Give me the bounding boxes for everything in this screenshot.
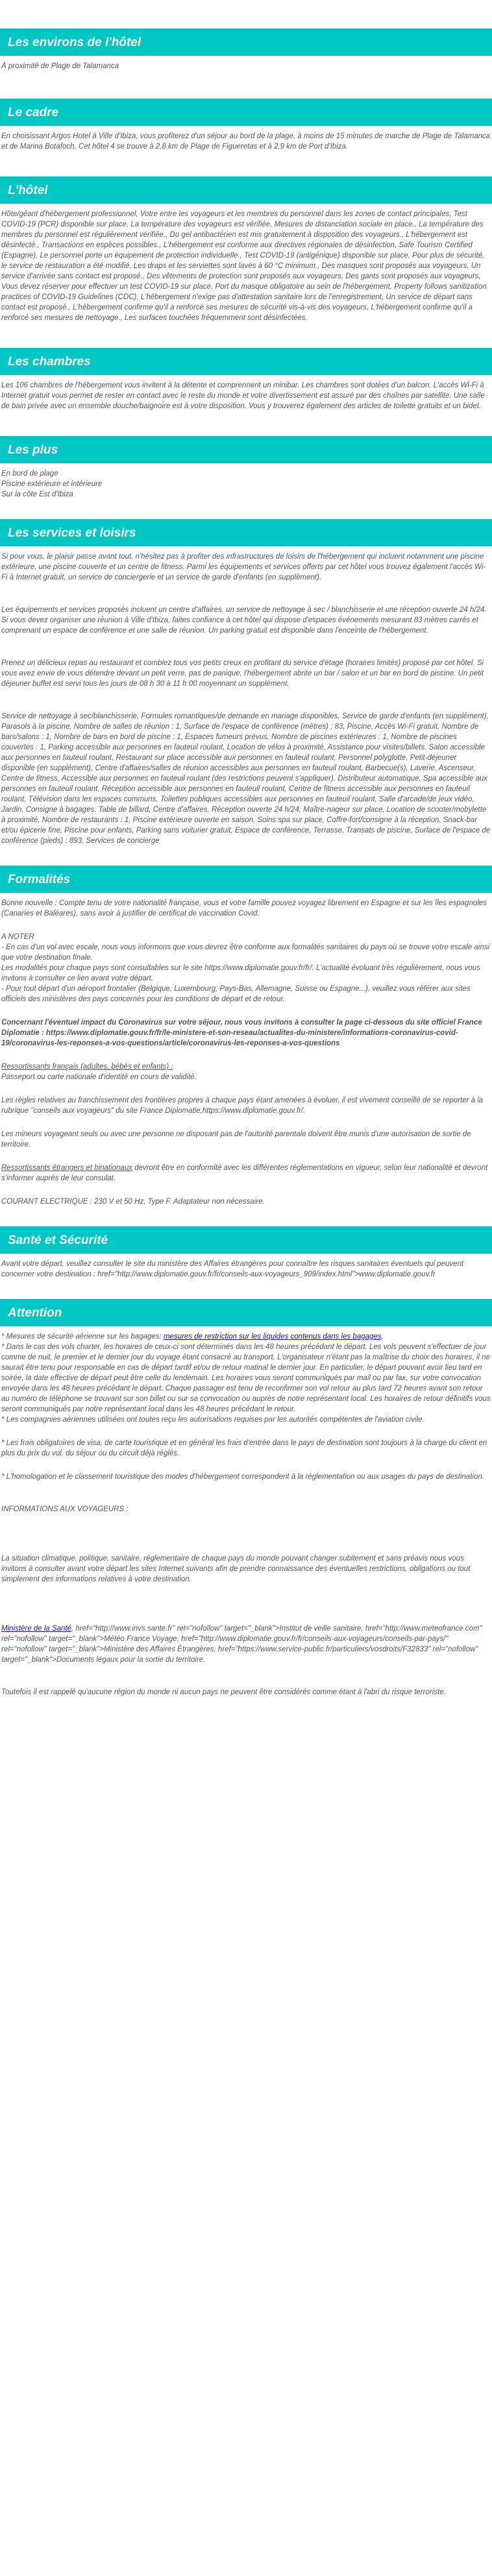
section-title-chambres: Les chambres (0, 348, 492, 375)
services-p3: Prenez un délicieux repas au restaurant et comblez tous vos petits creux en profitant du service d'étage (horaires limités) proposé par cet hôtel. Si vous avez envie de vous détendre devant un petit verre, pas de panique, l'hébergement abrite un bar / salon et un bar en bord de piscine. Un petit déjeuner buffet est servi tous les jours de 08 h 30 à 11 h 00 moyennant un supplément. (1, 659, 484, 688)
section-title-hotel: L'hôtel (0, 176, 492, 204)
services-p2: Les équipements et services proposés incluent un centre d'affaires, un service de nettoyage à sec / blanchisserie et une réception ouverte 24 h/24. Si vous devez organiser une réunion à Ville d'Ibiza, faites confiance à cet hôtel qui dispose d'espaces événements mesurant 83 mètres carrés et comprenant un espace de conférence et une salle de réunion. Un parking gratuit est disponible dans l'enceinte de l'hébergement. (1, 606, 487, 635)
environs-text: À proximité de Plage de Talamanca (1, 62, 119, 70)
attention-p5: * L'homologation et le classement touristique des modes d'hébergement correspondent à la réglementation ou aux usages du pays de destination. (1, 1473, 485, 1481)
note-line: Les modalités pour chaque pays sont consultables sur le site https://www.diplomatie.gouv.fr/fr/. L'actualité évoluant très régulièrement, nous vous invitons à consulter ce lien avant votre départ. (1, 964, 480, 982)
current-text: COURANT ELECTRIQUE : 230 V et 50 Hz, Type F. Adaptateur non nécessaire. (1, 1198, 265, 1206)
liquids-restriction-link[interactable]: mesures de restriction sur les liquides contenus dans les bagages (163, 1333, 382, 1341)
section-title-formalites: Formalités (0, 866, 492, 893)
formalites-text (1, 893, 491, 1212)
attention-p3: * Les compagnies aériennes utilisées ont toutes reçu les autorisations requises par les autorités compétentes de l'aviation civile. (1, 1416, 424, 1424)
rules-text: Les règles relatives au franchissement des frontières propres à chaque pays étant amenées à évoluer, il est vivement conseillé de se reporter à la rubrique "conseils aux voyageurs" du site France Diplomatie,https://www.diplomatie.gouv.fr/. (1, 1097, 484, 1115)
section-title-sante: Santé et Sécurité (0, 1226, 492, 1254)
formalites-p1: Bonne nouvelle : Compte tenu de votre nationalité française, vous et votre famille pouvez voyagez librement en Espagne et sur les îles espagnoles (Canaries et Baléares), sans avoir à justifier de certificat de vaccination Covid. (1, 899, 487, 917)
covid-notice: Concernant l'éventuel impact du Coronavirus sur votre séjour, nous vous invitons à consulter la page ci-dessous du site officiel France Diplomatie : https://www.diplomatie.gouv.fr/fr/le-ministere-et-son-reseau/actualites-du-ministere/informations-coronavirus-covid-19/coronavirus-les-reponses-a-vos-questions/article/coronavirus-les-reponses-a-vos-questions (1, 1019, 482, 1047)
section-title-attention: Attention (0, 1299, 492, 1326)
services-p4: Service de nettoyage à sec/blanchisserie, Formules romantiques/de demande en mariage disponibles, Service de garde d'enfants (en supplément), Parasols à la piscine, Nombre de salles de réunion : 1, Surface de l'espace de conférence (mètres) : 83, Piscine, Accès Wi-Fi gratuit, Nombre de bars/salons : 1, Nombre de bars en bord de piscine : 1, Espaces fumeurs prévus, Nombre de piscines extérieures : 1, Nombre de piscines couvertes : 1, Parking accessible aux personnes en fauteuil roulant, Location de vélos à proximité, Assistance pour visites/billets, Salon accessible aux personnes en fauteuil roulant, Restaurant sur place accessible aux personnes en fauteuil roulant, Personnel polyglotte, Petit-déjeuner disponible (en supplément), Centre d'affaires/salles de réunion accessibles aux personnes en fauteuil roulant, Barbecue(s), Laverie, Ascenseur, Centre de fitness, Accessible aux personnes en fauteuil roulant (des restrictions peuvent s'appliquer), Distributeur automatique, Spa accessible aux personnes en fauteuil roulant, Réception accessible aux personnes en fauteuil roulant, Centre de fitness accessible aux personnes en fauteuil roulant, Télévision dans les espaces communs, Toilettes publiques accessibles aux personnes en fauteuil roulant, Salle d'arcade/de jeux vidéo, Jardin, Consigne à bagages, Table de billard, Centre d'affaires, Réception ouverte 24 h/24, Maître-nageur sur place, Location de scooter/mobylette à proximité, Nombre de restaurants : 1, Piscine extérieure ouverte en saison, Soins spa sur place, Coffre-fort/consigne à la réception, Snack-bar et/ou épicerie fine, Piscine pour enfants, Parking sans voiturier gratuit, Espace de conférence, Terrasse, Transats de piscine, Surface de l'espace de conférence (pieds) : 893, Services de concierge (1, 712, 491, 845)
section-title-cadre: Le cadre (0, 99, 492, 126)
plus-list (1, 463, 491, 505)
attention-p2: * Dans le cas des vols charter, les horaires de ceux-ci sont déterminés dans les 48 heures précédant le départ. Les vols peuvent s'effectuer de jour comme de nuit, le premier et le dernier jour du voyage étant consacré au transport. L'organisateur n'étant pas la maîtrise du choix des horaires, il ne saurait être tenu pour responsable en cas de départ tardif et/ou de retour matinal le dernier jour. En particulier, le départ pouvant avoir lieu tard en soirée, la date effective de départ peut être celle du lendemain. Les horaires vous seront communiqués par mail ou par fax, sur votre convocation envoyée dans les 48 heures précédant le départ. Chaque passager est tenu de reconfirmer son vol retour au plus tard 72 heures avant son retour au numéro de téléphone se trouvant sur son billet ou sur sa convocation ou auprès de notre représentant local. Les horaires de retour définitifs vous seront communiqués par notre représentant local dans les 48 heures précédant le retour. (1, 1343, 491, 1413)
services-text (1, 546, 491, 851)
attention-p8: Ministère de la Santé, href="http://www.invs.sante.fr" rel="nofollow" target="_blank">Institut de veille sanitaire, href="http://www.meteofrance.com" rel="nofollow" target="_blank">Météo France Voyage, href="http://www.diplomatie.gouv.fr/fr/conseils-aux-voyageurs/conseils-par-pays/" rel="nofollow" target="_blank">Ministère des Affaires Étrangères, href="https://www.service-public.fr/particuliers/vosdroits/F32833" rel="nofollow" target="_blank">Documents légaux pour la sortie du territoire. (1, 1625, 482, 1664)
cadre-text: En choisissant Argos Hotel à Ville d'Ibiza, vous profiterez d'un séjour au bord de la plage, à moins de 15 minutes de marche de Plage de Talamanca et de Marina Botafoch. Cet hôtel 4 se trouve à 2,8 km de Plage de Figueretas et à 2,9 km de Port d'Ibiza. (1, 132, 491, 151)
fr-heading: Ressortissants français (adultes, bébés et enfants) : (1, 1063, 173, 1071)
note-line: - En cas d'un vol avec escale, nous vous informons que vous devrez être conforme aux formalités sanitaires du pays où se trouve votre escale ainsi que votre destination finale. (1, 943, 489, 962)
attention-p9: Toutefois il est rappelé qu'aucune région du monde ni aucun pays ne peuvent être considérés comme étant à l'abri du risque terroriste. (1, 1688, 446, 1696)
services-p1: Si pour vous, le plaisir passe avant tout, n'hésitez pas à profiter des infrastructures de loisirs de l'hébergement qui incluent notamment une piscine extérieure, une piscine couverte et un centre de fitness. Parmi les équipements et services offerts par cet hôtel vous trouvez également l'accès Wi-Fi à Internet gratuit, un service de conciergerie et un service de garde d'enfants (en supplément). (1, 553, 486, 581)
section-title-environs: Les environs de l'hôtel (0, 29, 492, 56)
attention-text (1, 1326, 491, 1703)
attention-p4: * Les frais obligatoires de visa, de carte touristique et en général les frais d'entrée dans le pays de destination sont toujours à la charge du client en plus du prix du vol, du séjour ou du circuit déjà réglés. (1, 1439, 487, 1457)
fr-text: Passeport ou carte nationale d'identité en cours de validité. (1, 1073, 197, 1081)
foreign-text: Ressortissants étrangers et binationaux devront être en conformité avec les différentes réglementations en vigueur, selon leur nationalité et devront s'informer auprès de leur consulat. (1, 1164, 488, 1182)
foreign-heading: Ressortissants étrangers et binationaux (1, 1164, 132, 1172)
attention-p1: * Mesures de sécurité aérienne sur les bagages: mesures de restriction sur les liquides contenus dans les bagages. (1, 1333, 384, 1341)
plus-item: Sur la côte Est d'Ibiza (1, 491, 73, 498)
note-line: - Pour tout départ d'un aéroport frontalier (Belgique, Luxembourg, Pays-Bas, Allemagne, Suisse ou Espagne...), veuillez vous référer aux sites officiels des ministères des pays concernés pour les conditions de départ et de retour. (1, 985, 471, 1003)
note-title: A NOTER (1, 933, 34, 941)
chambres-text: Les 106 chambres de l'hébergement vous invitent à la détente et comprennent un minibar. Les chambres sont dotées d'un balcon. L'accès Wi-Fi à Internet gratuit vous permet de rester en contact avec le reste du monde et votre divertissement est assuré par des chaînes par satellite. Une salle de bain privée avec un ensemble douche/baignoire est à votre disposition. Vous y trouverez également des articles de toilette gratuits et un bidet. (1, 382, 485, 410)
hotel-text: Hôte/géant d'hébergement professionnel, Votre entre les voyageurs et les membres du personnel dans les zones de contact principales, Test COVID-19 (PCR) disponible sur place, La température des voyageurs est vérifiée, Mesures de distanciation sociale en place., La température des membres du personnel est régulièrement vérifiée., Du gel antibactérien est mis gratuitement à disposition des voyageurs., L'hébergement est désinfecté., Transactions en espèces possibles., L'hébergement est conforme aux directives régionales de désinfection, Safe Tourism Certified (Espagne), Le personnel porte un équipement de protection individuelle., Test COVID-19 (antigénique) disponible sur place, Pour plus de sécurité, le service de restauration a été modifié, Les draps et les serviettes sont lavés à 60 °C minimum., Des masques sont proposés aux voyageurs. Un service d'arrivée sans contact est proposé., Des vêtements de protection sont proposés aux voyageurs, Des gants sont proposés aux voyageurs, Vous devez réserver pour effectuer un test COVID-19 sur place, Port du masque obligatoire au sein de l'hébergement, Property follows sanitization practices of COVID-19 Guidelines (CDC), L'hébergement n'exige pas d'attestation sanitaire lors de l'enregistrement, Un service de départ sans contact est proposé., L'hébergement confirme qu'il a renforcé ses mesures de sécurité vis-à-vis des voyageurs, L'hébergement confirme qu'il a renforcé ses mesures de nettoyage., Les surfaces touchées fréquemment sont désinfectées. (1, 210, 487, 322)
section-title-plus: Les plus (0, 436, 492, 463)
minors-text: Les mineurs voyageant seuls ou avec une personne ne disposant pas de l'autorité parentale doivent être munis d'une autorisation de sortie de territoire. (1, 1130, 471, 1148)
plus-item: En bord de plage (1, 470, 58, 478)
section-title-services: Les services et loisirs (0, 519, 492, 546)
plus-item: Piscine extérieure et intérieure (1, 480, 103, 488)
health-ministry-link[interactable]: Ministère de la Santé (1, 1625, 72, 1633)
attention-p6: INFORMATIONS AUX VOYAGEURS : (1, 1505, 129, 1513)
attention-p7: La situation climatique, politique, sanitaire, réglementaire de chaque pays du monde pouvant changer subitement et sans préavis nous vous invitons à consulter avant votre départ les sites Internet suivants afin de prendre connaissance des éventuelles restrictions, obligations ou tout simplement des informations relatives à votre destination. (1, 1555, 471, 1583)
sante-text: Avant votre départ, veuillez consulter le site du ministère des Affaires étrangères pour connaître les risques sanitaires éventuels qui peuvent concerner votre destination : href="http://www.diplomatie.gouv.fr/fr/conseils-aux-voyageurs_909/index.html">www.diplomatie.gouv.fr (1, 1260, 464, 1278)
